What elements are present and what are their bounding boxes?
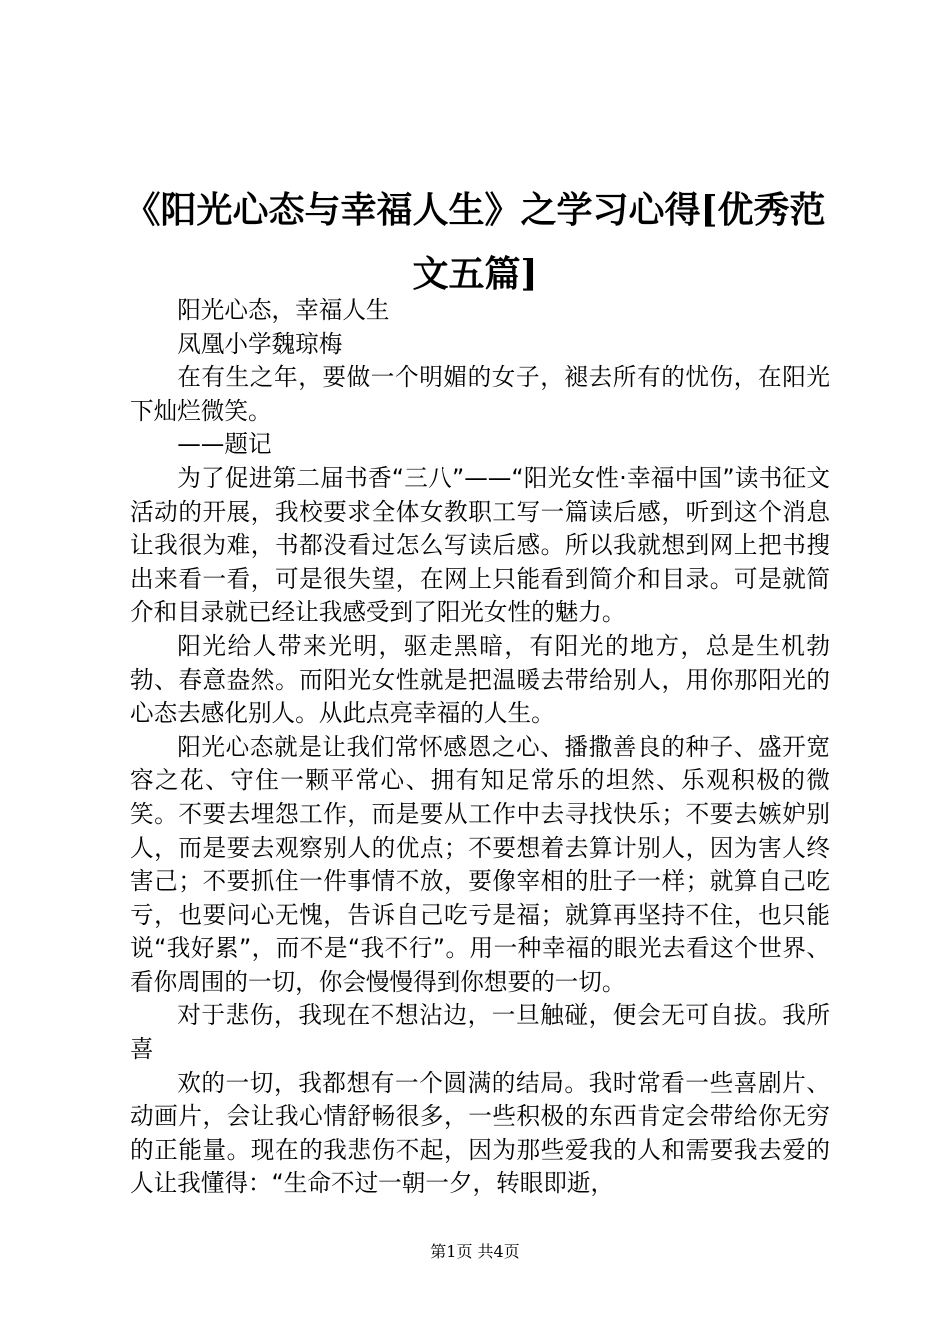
document-title: 《阳光心态与幸福人生》之学习心得[优秀范文五篇] [124,189,826,295]
body-paragraph: 阳光给人带来光明，驱走黑暗，有阳光的地方，总是生机勃勃、春意盎然。而阳光女性就是把温暖去带给别人，用你那阳光的心态去感化别人。从此点亮幸福的人生。 [130,631,830,728]
epigraph: 在有生之年，要做一个明媚的女子，褪去所有的忧伤，在阳光下灿烂微笑。 [130,363,830,425]
body-paragraph: 阳光心态就是让我们常怀感恩之心、播撒善良的种子、盛开宽容之花、守住一颗平常心、拥有知足常乐的坦然、乐观积极的微笑。不要去埋怨工作，而是要从工作中去寻找快乐；不要去嫉妒别人，而是要去观察别人的优点；不要想着去算计别人，因为害人终害己；不要抓住一件事情不放，要像宰相的肚子一样；就算自己吃亏，也要问心无愧，告诉自己吃亏是福；就算再坚持不住，也只能说“我好累”，而不是“我不行”。用一种幸福的眼光去看这个世界、看你周围的一切，你会慢慢得到你想要的一切。 [130,732,830,996]
author-line: 凤凰小学魏琼梅 [177,329,343,358]
body-paragraph: 为了促进第二届书香“三八”——“阳光女性·幸福中国”读书征文活动的开展，我校要求全体女教职工写一篇读后感，听到这个消息让我很为难，书都没看过怎么写读后感。所以我就想到网上把书搜出来看一看，可是很失望，在网上只能看到简介和目录。可是就简介和目录就已经让我感受到了阳光女性的魅力。 [130,463,830,627]
body-paragraph: 欢的一切，我都想有一个圆满的结局。我时常看一些喜剧片、动画片，会让我心情舒畅很多，一些积极的东西肯定会带给你无穷的正能量。现在的我悲伤不起，因为那些爱我的人和需要我去爱的人让我懂得：“生命不过一朝一夕，转眼即逝， [130,1068,830,1198]
body-paragraph: 对于悲伤，我现在不想沾边，一旦触碰，便会无可自拔。我所喜 [130,1001,830,1064]
document-body [130,294,830,1201]
epigraph-attribution: ——题记 [177,430,272,459]
page-footer: 第1页 共4页 [430,1242,520,1261]
subtitle-line: 阳光心态，幸福人生 [177,296,390,324]
